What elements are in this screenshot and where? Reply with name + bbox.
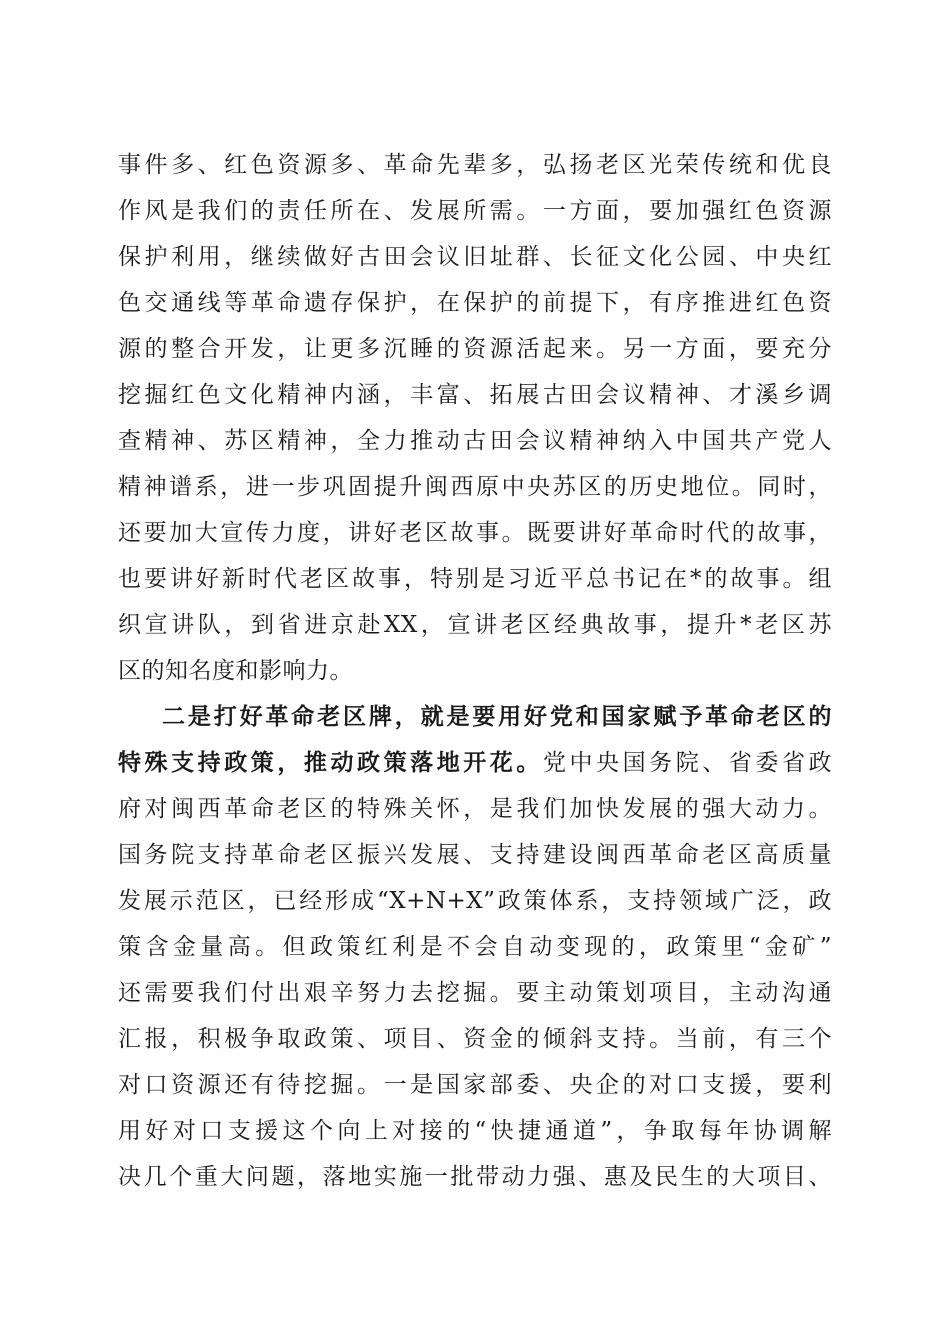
text-line xyxy=(118,740,832,786)
text-line: 保护利用，继续做好古田会议旧址群、长征文化公园、中央红 xyxy=(118,244,832,270)
paragraph-1 xyxy=(118,142,832,694)
text-line: 也要讲好新时代老区故事，特别是习近平总书记在*的故事。组 xyxy=(118,566,832,592)
text-line: 作风是我们的责任所在、发展所需。一方面，要加强红色资源 xyxy=(118,198,832,224)
text-line: 府对闽西革命老区的特殊关怀，是我们加快发展的强大动力。 xyxy=(118,796,832,822)
text-line: 源的整合开发，让更多沉睡的资源活起来。另一方面，要充分 xyxy=(118,336,832,362)
text-line: 还要加大宣传力度，讲好老区故事。既要讲好革命时代的故事， xyxy=(118,520,832,546)
text-line: 查精神、苏区精神，全力推动古田会议精神纳入中国共产党人 xyxy=(118,428,832,454)
text-line: 精神谱系，进一步巩固提升闽西原中央苏区的历史地位。同时， xyxy=(118,474,832,500)
text-line: 织宣讲队，到省进京赴XX，宣讲老区经典故事，提升*老区苏 xyxy=(118,612,832,638)
text-line: 决几个重大问题，落地实施一批带动力强、惠及民生的大项目、 xyxy=(118,1164,832,1190)
text-line: 事件多、红色资源多、革命先辈多，弘扬老区光荣传统和优良 xyxy=(118,152,832,178)
text-line: 色交通线等革命遗存保护，在保护的前提下，有序推进红色资 xyxy=(118,290,832,316)
document-body xyxy=(118,142,832,1200)
text-line: 对口资源还有待挖掘。一是国家部委、央企的对口支援，要利 xyxy=(118,1072,832,1098)
text-line: 挖掘红色文化精神内涵，丰富、拓展古田会议精神、才溪乡调 xyxy=(118,382,832,408)
text-line-rest: 党中央国务院、省委省政 xyxy=(542,750,833,776)
text-line: 策含金量高。但政策红利是不会自动变现的，政策里“金矿” xyxy=(118,934,832,960)
text-line: 发展示范区，已经形成“X+N+X”政策体系，支持领域广泛，政 xyxy=(118,888,832,914)
paragraph-heading-tail: 特殊支持政策，推动政策落地开花。 xyxy=(118,749,543,776)
text-line: 区的知名度和影响力。 xyxy=(118,658,353,684)
text-line: 汇报，积极争取政策、项目、资金的倾斜支持。当前，有三个 xyxy=(118,1026,832,1052)
paragraph-heading-line: 二是打好革命老区牌，就是要用好党和国家赋予革命老区的 xyxy=(162,703,832,730)
paragraph-2 xyxy=(118,694,832,1200)
text-line: 还需要我们付出艰辛努力去挖掘。要主动策划项目，主动沟通 xyxy=(118,980,832,1006)
text-line: 用好对口支援这个向上对接的“快捷通道”，争取每年协调解 xyxy=(118,1118,832,1144)
text-line: 国务院支持革命老区振兴发展、支持建设闽西革命老区高质量 xyxy=(118,842,832,868)
